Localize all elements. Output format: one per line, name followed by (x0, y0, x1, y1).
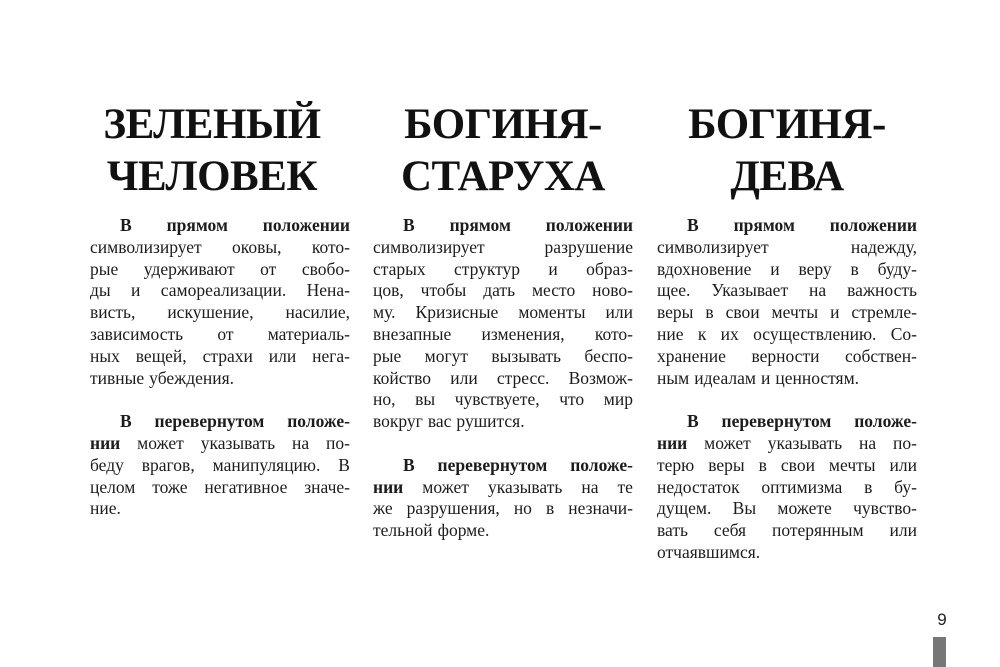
text-line (90, 280, 350, 302)
word: в (864, 476, 873, 497)
text-line (373, 280, 633, 302)
text-line (90, 237, 350, 259)
word: на (859, 432, 877, 453)
text-line (90, 368, 350, 390)
word: вдохновение (657, 258, 752, 279)
text-line (373, 520, 633, 542)
word: в (705, 302, 714, 323)
word: Указывает (711, 280, 789, 301)
word: стресс. (496, 367, 550, 388)
word: на (581, 476, 599, 497)
word: щее. (657, 280, 691, 301)
word: вокруг (373, 411, 423, 432)
word: ново- (592, 280, 633, 301)
text-line (657, 455, 917, 477)
bold-word: прямом (449, 215, 511, 235)
text-line (373, 215, 633, 237)
word: самореализации. (160, 280, 287, 301)
word: верности (751, 345, 820, 366)
word: отчаявшимся. (657, 541, 761, 562)
text-line (373, 237, 633, 259)
word: ным (657, 367, 690, 388)
word: веры (708, 454, 745, 475)
word: убеждения. (149, 367, 235, 388)
section-body (373, 215, 633, 542)
word: буду- (877, 258, 917, 279)
word: оковы, (232, 236, 282, 257)
bold-word: прямом (733, 215, 795, 235)
word: символизирует (90, 236, 202, 257)
word: манипуляцию. (212, 454, 321, 475)
word: кото- (311, 236, 350, 257)
section-title (657, 99, 917, 203)
word: к (697, 323, 707, 344)
bold-word: В (120, 411, 132, 432)
text-line (373, 346, 633, 368)
word: тельной (373, 520, 433, 541)
word: себя (713, 520, 747, 541)
word: и (770, 258, 780, 279)
word: терю (657, 454, 695, 475)
paragraph-gap (90, 389, 350, 411)
word: от (217, 323, 234, 344)
word: указывать (487, 476, 563, 497)
word: тоже (152, 476, 188, 497)
paragraph (657, 215, 917, 389)
word: символизирует (657, 236, 769, 257)
word: место (531, 280, 576, 301)
word: тивные (90, 367, 145, 388)
word: старых (373, 258, 426, 279)
text-line (657, 498, 917, 520)
text-line (90, 302, 350, 324)
text-line (373, 259, 633, 281)
word: по- (326, 432, 350, 453)
word: нега- (312, 345, 350, 366)
word: свобо- (301, 258, 350, 279)
text-line (90, 215, 350, 237)
word: могут (424, 345, 469, 366)
word: кото- (594, 323, 633, 344)
word: незначи- (568, 498, 633, 519)
text-line (90, 455, 350, 477)
word: насилие, (285, 302, 350, 323)
title-line: ЗЕЛЕНЫЙ (103, 100, 321, 148)
bold-word: положе- (854, 411, 917, 432)
word: негативное (204, 476, 288, 497)
text-line (373, 389, 633, 411)
word: вы (415, 389, 436, 410)
bold-word: нии (90, 432, 121, 453)
word: зависимость (90, 323, 184, 344)
page-number: 9 (937, 610, 947, 629)
word: указывать (767, 432, 843, 453)
page-edge-marker (933, 637, 946, 667)
word: надежду, (850, 236, 917, 257)
word: же (373, 498, 393, 519)
word: вас (427, 411, 452, 432)
word: рые (373, 345, 402, 366)
word: хранение (657, 345, 726, 366)
word: свои (725, 302, 760, 323)
section-body (657, 215, 917, 564)
bold-word: положе- (287, 411, 350, 432)
text-line (90, 477, 350, 499)
word: цов, (373, 280, 404, 301)
word: ние. (90, 498, 121, 519)
word: их (720, 323, 739, 344)
word: но, (373, 389, 396, 410)
word: на (809, 280, 827, 301)
word: изменения, (481, 323, 565, 344)
word: ды (90, 280, 111, 301)
word: собствен- (845, 345, 917, 366)
text-line (657, 280, 917, 302)
paragraph (90, 411, 350, 520)
word: указывать (200, 432, 276, 453)
text-line (90, 498, 350, 520)
word: по- (893, 432, 917, 453)
word: можете (777, 498, 832, 519)
word: те (617, 476, 633, 497)
word: Возмож- (568, 367, 633, 388)
text-line (657, 477, 917, 499)
word: Нена- (306, 280, 350, 301)
text-line (90, 324, 350, 346)
word: недостаток (657, 476, 740, 497)
word: форме. (437, 520, 490, 541)
word: материаль- (267, 323, 350, 344)
word: чувствуете, (454, 389, 540, 410)
bold-word: положе- (570, 454, 633, 475)
bold-word: перевернутом (721, 411, 832, 432)
word: или (450, 367, 478, 388)
word: может (704, 432, 751, 453)
word: рушится. (456, 411, 525, 432)
word: дать (483, 280, 516, 301)
word: му. (373, 302, 396, 323)
bold-word: В (687, 215, 699, 235)
word: ценностям. (775, 367, 860, 388)
word: в (850, 258, 859, 279)
bold-word: положении (262, 215, 350, 235)
word: мир (603, 389, 633, 410)
text-line (657, 259, 917, 281)
text-line (373, 411, 633, 433)
title-line: ЧЕЛОВЕК (106, 152, 318, 200)
text-line (373, 324, 633, 346)
bold-word: В (403, 454, 415, 475)
bold-word: прямом (166, 215, 228, 235)
text-line (657, 302, 917, 324)
word: висть, (90, 302, 136, 323)
title-line: ДЕВА (730, 152, 844, 200)
bold-word: нии (373, 476, 404, 497)
text-line (373, 368, 633, 390)
title-line: БОГИНЯ- (688, 100, 886, 148)
text-line (373, 477, 633, 499)
bold-word: В (403, 215, 415, 235)
word: искушение, (167, 302, 254, 323)
word: осуществлению. (753, 323, 877, 344)
paragraph-gap (373, 433, 633, 455)
text-line (373, 302, 633, 324)
bold-word: перевернутом (154, 411, 265, 432)
word: удерживают (143, 258, 235, 279)
word: мечты (771, 302, 819, 323)
title-line: БОГИНЯ- (404, 100, 602, 148)
word: или (268, 345, 297, 366)
word: от (260, 258, 277, 279)
word: вещей, (135, 345, 187, 366)
section-title (82, 99, 342, 203)
word: врагов, (141, 454, 195, 475)
word: мечты (828, 454, 876, 475)
paragraph (373, 455, 633, 542)
word: образ- (586, 258, 633, 279)
word: может (137, 432, 184, 453)
text-line (657, 411, 917, 433)
word: ние (657, 323, 684, 344)
word: разрушения, (406, 498, 500, 519)
word: структур (453, 258, 521, 279)
word: и (131, 280, 141, 301)
word: рые (90, 258, 119, 279)
word: символизирует (373, 236, 485, 257)
word: разрушение (544, 236, 633, 257)
word: дущем. (657, 498, 712, 519)
word: Кризисные (415, 302, 499, 323)
word: в (545, 498, 555, 519)
word: что (559, 389, 585, 410)
bold-word: положении (545, 215, 633, 235)
text-line (657, 520, 917, 542)
word: и (830, 302, 840, 323)
word: беспо- (584, 345, 633, 366)
word: В (338, 454, 350, 475)
word: моменты (518, 302, 586, 323)
word: веры (657, 302, 694, 323)
text-line (657, 433, 917, 455)
text-line (657, 215, 917, 237)
text-line (373, 498, 633, 520)
word: или (889, 454, 917, 475)
text-line (657, 542, 917, 564)
word: но (513, 498, 532, 519)
text-line (90, 346, 350, 368)
bold-word: В (687, 411, 699, 432)
bold-word: нии (657, 432, 688, 453)
paragraph-gap (657, 389, 917, 411)
word: веру (798, 258, 832, 279)
text-line (90, 259, 350, 281)
word: оптимизма (761, 476, 843, 497)
bold-word: перевернутом (437, 454, 548, 475)
word: внезапные (373, 323, 452, 344)
text-line (657, 237, 917, 259)
word: вызывать (491, 345, 562, 366)
text-line (657, 368, 917, 390)
paragraph (90, 215, 350, 389)
text-line (373, 455, 633, 477)
word: и (760, 367, 771, 388)
paragraph (373, 215, 633, 433)
word: на (292, 432, 310, 453)
word: свои (780, 454, 815, 475)
section-body (90, 215, 350, 520)
word: чтобы (420, 280, 467, 301)
word: койство (373, 367, 432, 388)
word: чувство- (853, 498, 917, 519)
word: Со- (890, 323, 917, 344)
word: потерянным (771, 520, 864, 541)
word: целом (90, 476, 136, 497)
word: стремле- (851, 302, 917, 323)
word: вать (657, 520, 688, 541)
word: или (605, 302, 633, 323)
title-line: СТАРУХА (400, 152, 605, 200)
paragraph (657, 411, 917, 564)
word: Вы (732, 498, 757, 519)
word: в (758, 454, 767, 475)
word: страхи (202, 345, 253, 366)
word: может (422, 476, 469, 497)
text-line (657, 346, 917, 368)
word: и (548, 258, 558, 279)
word: или (889, 520, 917, 541)
section-title (373, 99, 633, 203)
bold-word: положении (829, 215, 917, 235)
text-line (657, 324, 917, 346)
word: беду (90, 454, 124, 475)
word: бу- (894, 476, 917, 497)
text-line (90, 411, 350, 433)
bold-word: В (120, 215, 132, 235)
word: важность (847, 280, 917, 301)
word: идеалам (694, 367, 756, 388)
text-line (90, 433, 350, 455)
word: ных (90, 345, 120, 366)
word: значе- (304, 476, 350, 497)
